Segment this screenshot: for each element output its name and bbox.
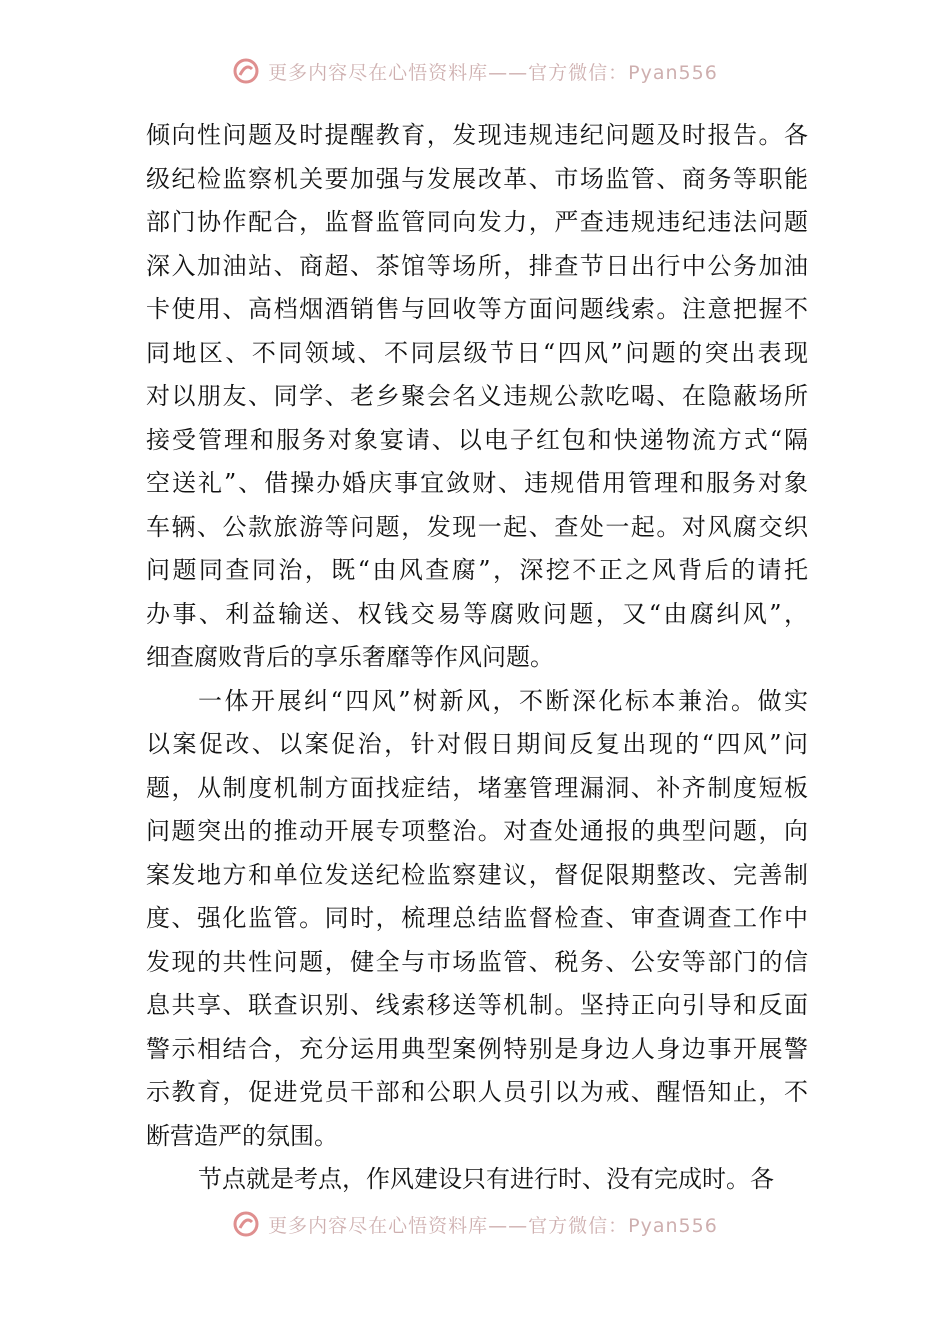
text-line: 办事、利益输送、权钱交易等腐败问题，又“由腐纠风”，	[146, 599, 808, 628]
text-line: 接受管理和服务对象宴请、以电子红包和快递物流方式“隔	[146, 425, 808, 454]
text-line: 案发地方和单位发送纪检监察建议，督促限期整改、完善制	[146, 860, 808, 889]
document-body	[146, 114, 808, 1202]
text-line: 细查腐败背后的享乐奢靡等作风问题。	[146, 643, 554, 671]
text-line: 同地区、不同领域、不同层级节日“四风”问题的突出表现	[146, 338, 808, 367]
text-line: 深入加油站、商超、茶馆等场所，排查节日出行中公务加油	[146, 251, 808, 280]
text-line: 问题突出的推动开展专项整治。对查处通报的典型问题，向	[146, 817, 808, 845]
logo-icon	[232, 57, 260, 85]
paragraph	[146, 680, 808, 1159]
text-line: 发现的共性问题，健全与市场监管、税务、公安等部门的信	[146, 947, 808, 976]
text-line: 倾向性问题及时提醒教育，发现违规违纪问题及时报告。各	[146, 121, 808, 149]
text-line: 空送礼”、借操办婚庆事宜敛财、违规借用管理和服务对象	[146, 469, 808, 497]
text-line: 示教育，促进党员干部和公职人员引以为戒、醒悟知止，不	[146, 1078, 808, 1106]
text-line: 警示相结合，充分运用典型案例特别是身边人身边事开展警	[146, 1034, 808, 1063]
text-line: 卡使用、高档烟酒销售与回收等方面问题线索。注意把握不	[146, 295, 808, 323]
text-line: 级纪检监察机关要加强与发展改革、市场监管、商务等职能	[146, 164, 808, 193]
text-line: 对以朋友、同学、老乡聚会名义违规公款吃喝、在隐蔽场所	[146, 382, 808, 410]
footer-watermark	[0, 1207, 950, 1241]
paragraph	[146, 114, 808, 680]
text-line: 度、强化监管。同时，梳理总结监督检查、审查调查工作中	[146, 904, 808, 932]
text-line: 息共享、联查识别、线索移送等机制。坚持正向引导和反面	[146, 991, 808, 1019]
watermark-text: 更多内容尽在心悟资料库——官方微信：Pyan556	[268, 61, 718, 84]
text-line: 节点就是考点，作风建设只有进行时、没有完成时。各	[198, 1165, 774, 1193]
text-line: 部门协作配合，监督监管同向发力，严查违规违纪违法问题	[146, 208, 808, 236]
text-line: 车辆、公款旅游等问题，发现一起、查处一起。对风腐交织	[146, 512, 808, 541]
watermark-text: 更多内容尽在心悟资料库——官方微信：Pyan556	[268, 1214, 718, 1237]
header-watermark	[0, 54, 950, 88]
text-line: 一体开展纠“四风”树新风，不断深化标本兼治。做实	[198, 686, 808, 715]
text-line: 断营造严的氛围。	[146, 1121, 338, 1150]
text-line: 以案促改、以案促治，针对假日期间反复出现的“四风”问	[146, 730, 808, 758]
text-line: 问题同查同治，既“由风查腐”，深挖不正之风背后的请托	[146, 556, 808, 584]
paragraph	[146, 1158, 808, 1202]
text-line: 题，从制度机制方面找症结，堵塞管理漏洞、补齐制度短板	[146, 773, 808, 802]
logo-icon	[232, 1210, 260, 1238]
paragraph-container	[146, 114, 808, 1202]
